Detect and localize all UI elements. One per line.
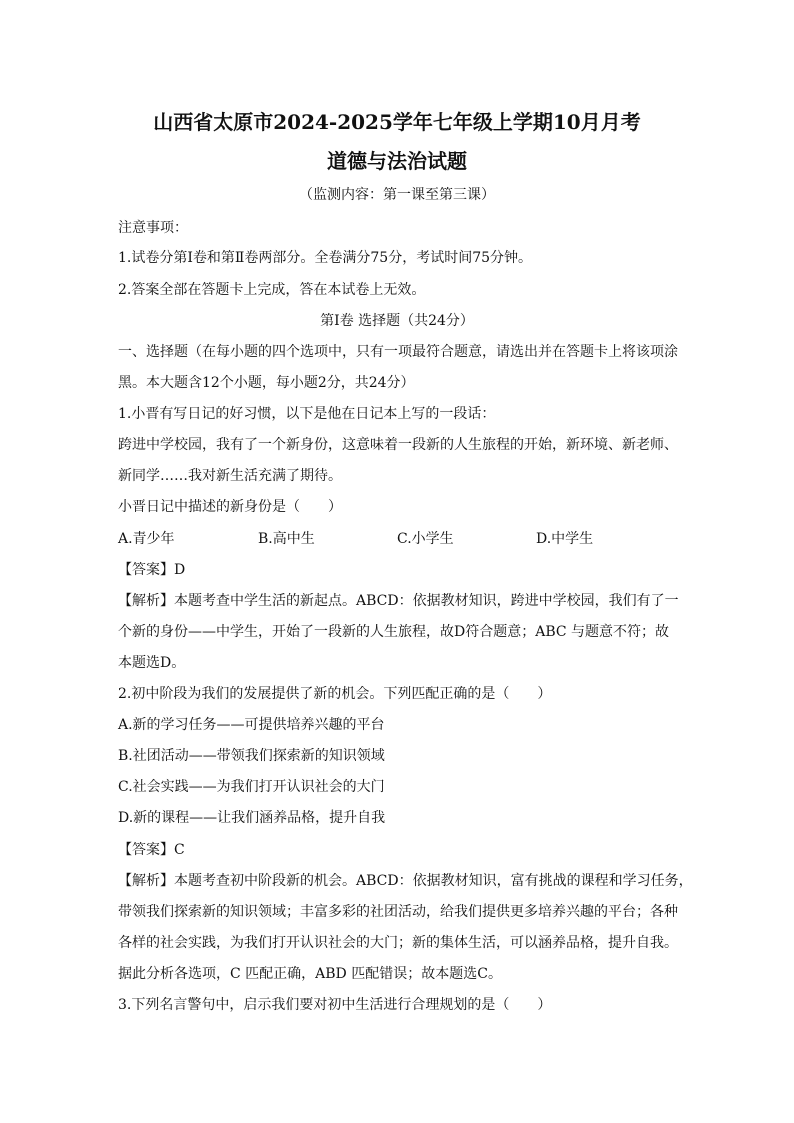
q2-analysis-1: 【解析】本题考查初中阶段新的机会。ABCD：依据教材知识，富有挑战的课程和学习任务， bbox=[118, 873, 693, 889]
section-instructions-2: 黑。本大题含12个小题，每小题2分，共24分） bbox=[118, 375, 415, 391]
q1-analysis-3: 本题选D。 bbox=[118, 655, 186, 671]
q1-option-d: D.中学生 bbox=[536, 531, 594, 547]
q2-option-b: B.社团活动——带领我们探索新的知识领域 bbox=[118, 748, 385, 764]
notice-item-2: 2.答案全部在答题卡上完成，答在本试卷上无效。 bbox=[118, 282, 426, 298]
page-title: 山西省太原市2024-2025学年七年级上学期10月月考 bbox=[153, 110, 641, 134]
q1-question: 小晋日记中描述的新身份是（ ） bbox=[118, 499, 342, 515]
q2-stem: 2.初中阶段为我们的发展提供了新的机会。下列匹配正确的是（ ） bbox=[118, 686, 552, 702]
section-title: 第Ⅰ卷 选择题（共24分） bbox=[320, 313, 474, 329]
scope-subtitle: （监测内容：第一课至第三课） bbox=[299, 187, 495, 203]
section-instructions-1: 一、选择题（在每小题的四个选项中，只有一项最符合题意，请选出并在答题卡上将该项涂 bbox=[118, 344, 678, 360]
q3-stem: 3.下列名言警句中，启示我们要对初中生活进行合理规划的是（ ） bbox=[118, 997, 552, 1013]
q1-answer: 【答案】D bbox=[118, 562, 186, 578]
q1-analysis-1: 【解析】本题考查中学生活的新起点。ABCD：依据教材知识，跨进中学校园，我们有了一 bbox=[118, 593, 679, 609]
q2-analysis-4: 据此分析各选项，C 匹配正确，ABD 匹配错误；故本题选C。 bbox=[118, 966, 502, 982]
q2-option-a: A.新的学习任务——可提供培养兴趣的平台 bbox=[118, 717, 385, 733]
q2-option-d: D.新的课程——让我们涵养品格，提升自我 bbox=[118, 810, 386, 826]
q2-analysis-3: 各样的社会实践，为我们打开认识社会的大门；新的集体生活，可以涵养品格，提升自我。 bbox=[118, 935, 678, 951]
q1-option-b: B.高中生 bbox=[258, 531, 315, 547]
q1-quote-2: 新同学……我对新生活充满了期待。 bbox=[118, 468, 342, 484]
q2-option-c: C.社会实践——为我们打开认识社会的大门 bbox=[118, 779, 385, 795]
notice-item-1: 1.试卷分第Ⅰ卷和第Ⅱ卷两部分。全卷满分75分，考试时间75分钟。 bbox=[118, 250, 533, 266]
subject-title: 道德与法治试题 bbox=[327, 149, 467, 173]
notice-heading: 注意事项： bbox=[118, 220, 188, 236]
q1-option-a: A.青少年 bbox=[118, 531, 175, 547]
q1-stem: 1.小晋有写日记的好习惯，以下是他在日记本上写的一段话： bbox=[118, 406, 496, 422]
q2-answer: 【答案】C bbox=[118, 842, 185, 858]
q1-option-c: C.小学生 bbox=[397, 531, 454, 547]
q2-analysis-2: 带领我们探索新的知识领域；丰富多彩的社团活动，给我们提供更多培养兴趣的平台；各种 bbox=[118, 904, 678, 920]
q1-analysis-2: 个新的身份——中学生，开始了一段新的人生旅程，故D符合题意；ABC 与题意不符；故 bbox=[118, 624, 670, 640]
q1-quote-1: 跨进中学校园，我有了一个新身份，这意味着一段新的人生旅程的开始，新环境、新老师、 bbox=[118, 437, 678, 453]
